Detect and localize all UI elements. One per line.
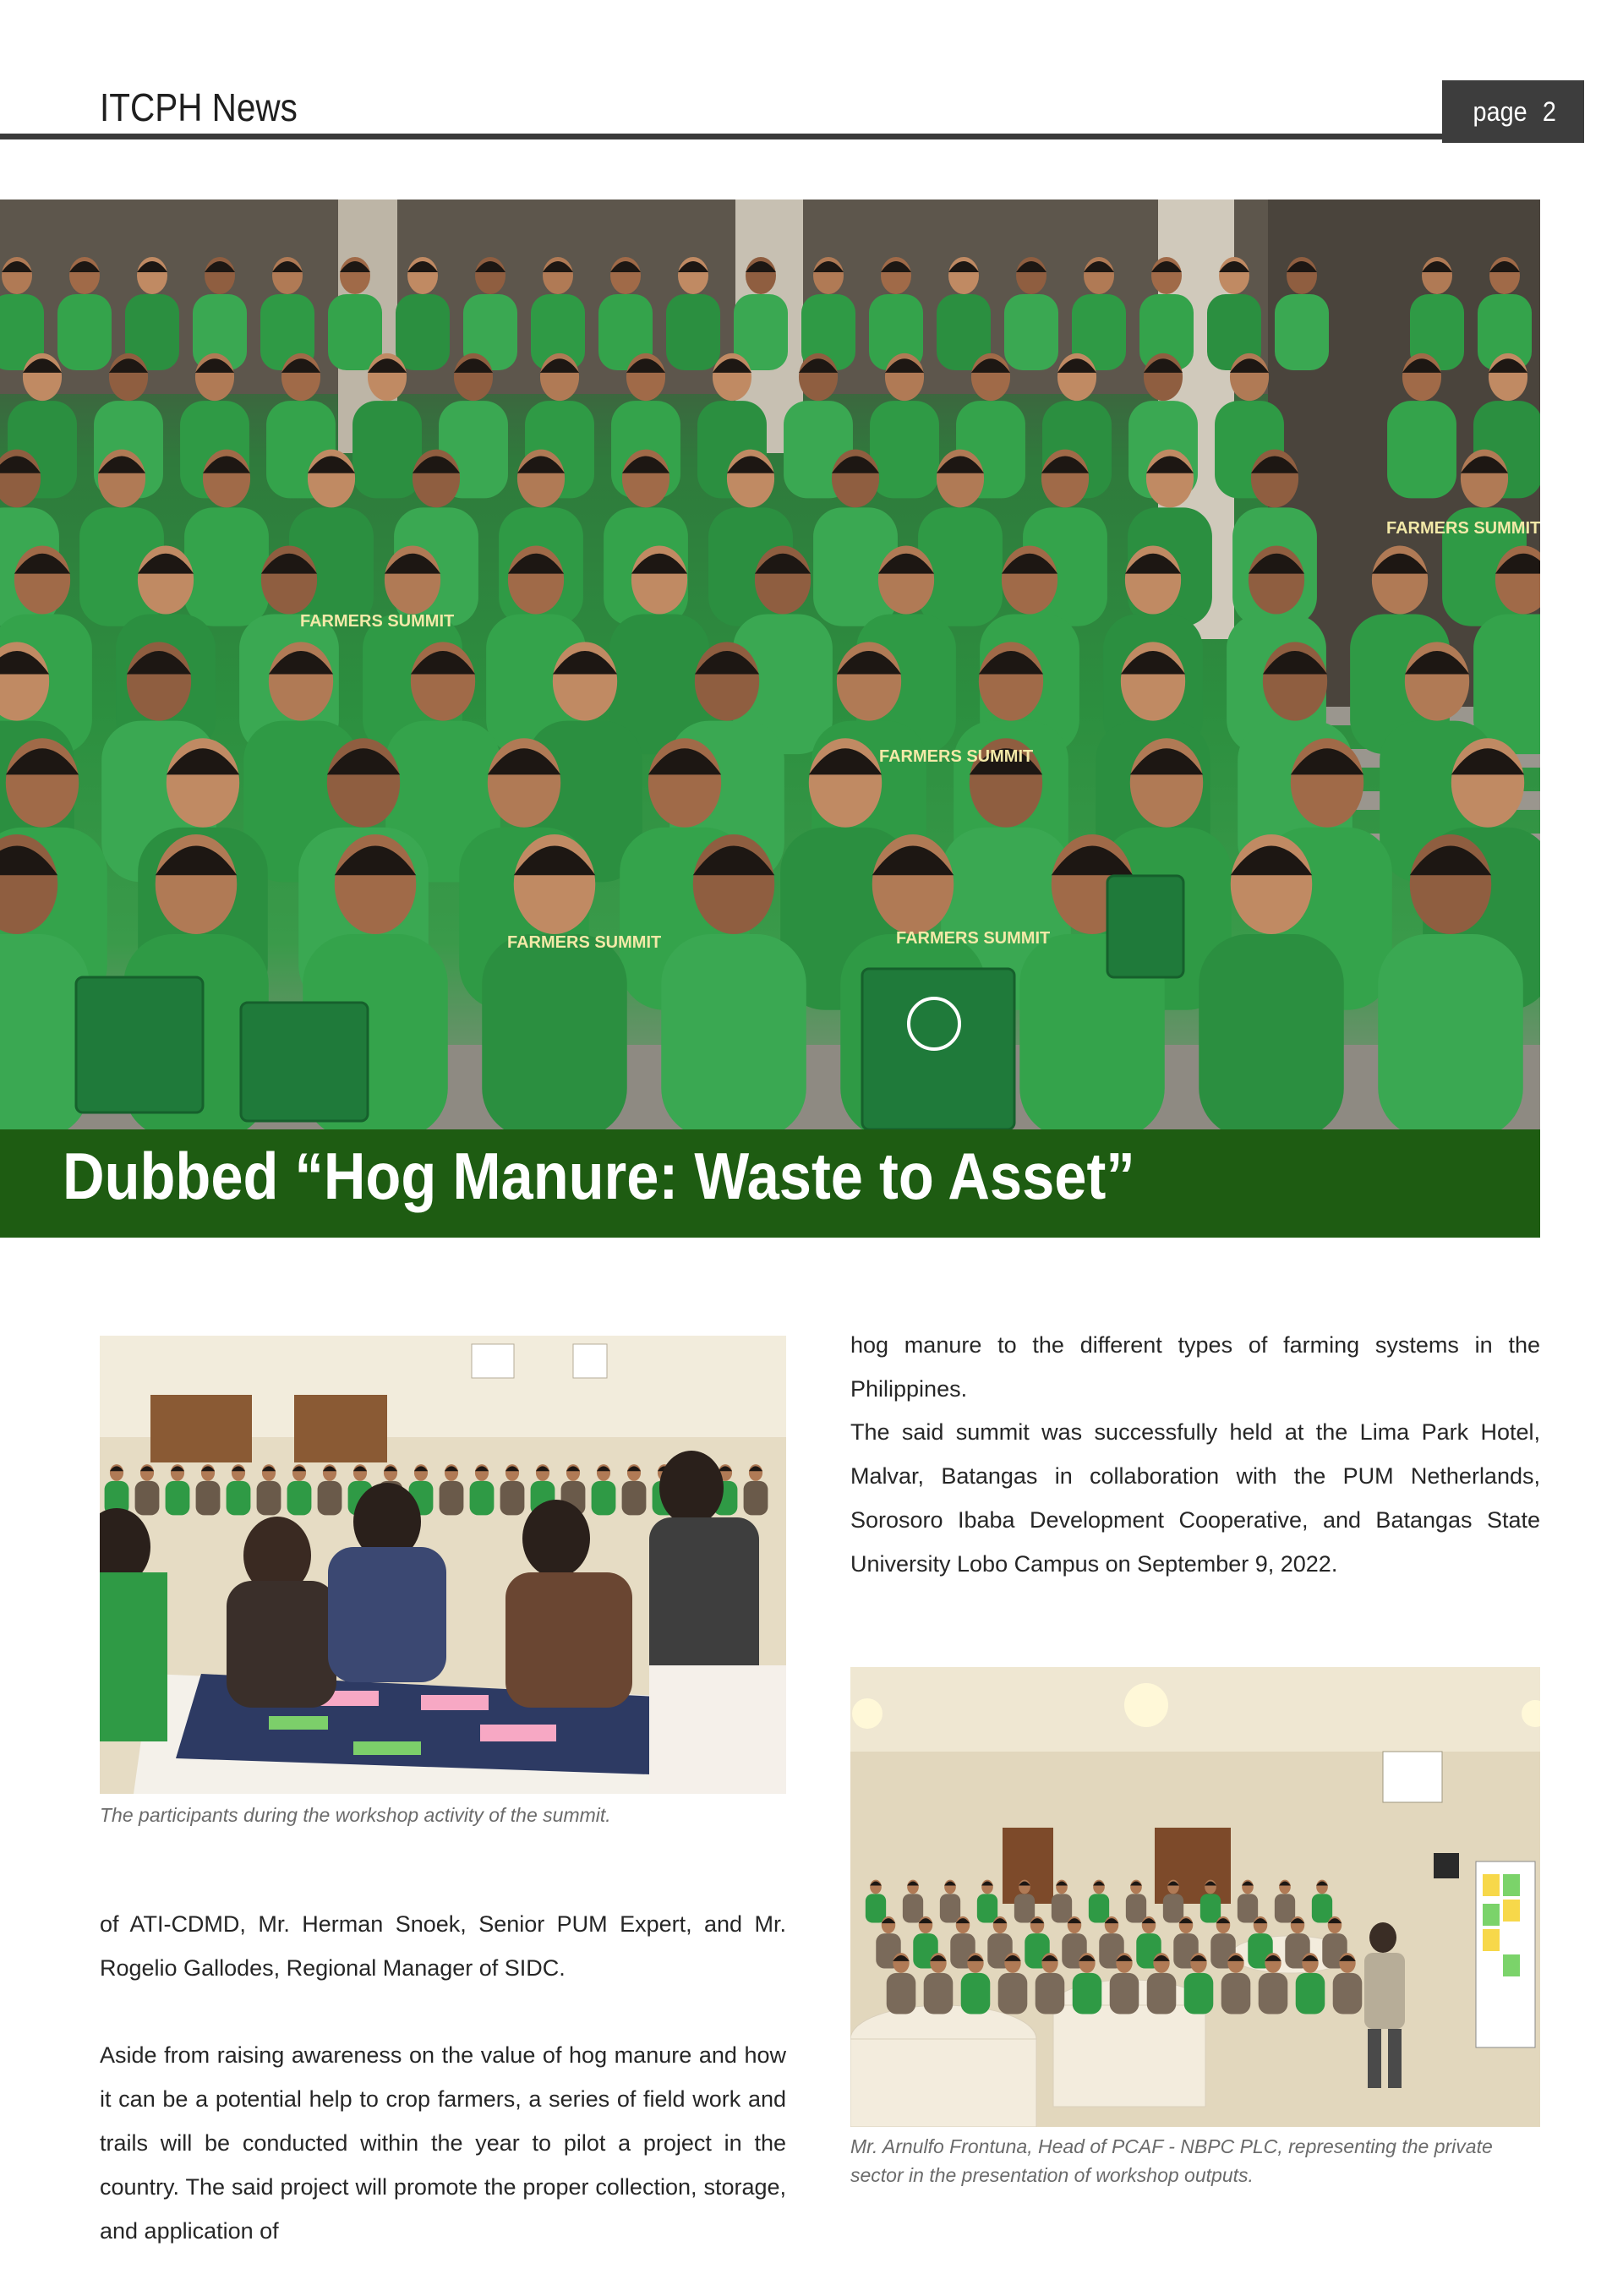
header-rule <box>0 134 1442 139</box>
left-paragraph-1: of ATI-CDMD, Mr. Herman Snoek, Senior PUM Expert, and Mr. Rogelio Gallodes, Regional Manager of SIDC. <box>100 1911 786 1981</box>
group-photo-illustration <box>0 200 1540 1129</box>
newsletter-title: ITCPH News <box>100 85 298 129</box>
presentation-photo-caption: Mr. Arnulfo Frontuna, Head of PCAF - NBPC PLC, representing the private sector in the presentation of workshop outputs. <box>850 2135 1493 2186</box>
shirt-text: FARMERS SUMMIT <box>879 747 1034 766</box>
page-label: page <box>1473 96 1527 127</box>
page-number-box <box>1442 80 1584 143</box>
right-paragraph-1: hog manure to the different types of farming systems in the Philippines. <box>850 1332 1540 1402</box>
left-paragraph-2: Aside from raising awareness on the value of hog manure and how it can be a potential help to crop farmers, a series of field work and trails will be conducted within the year to pilot a project in the country. The said project will promote the proper collection, storage, and application of <box>100 2042 786 2244</box>
shirt-text: FARMERS SUMMIT <box>507 933 662 952</box>
headline: Dubbed “Hog Manure: Waste to Asset” <box>63 1139 1135 1213</box>
workshop-photo-illustration <box>100 1336 786 1794</box>
right-paragraph-2: The said summit was successfully held at the Lima Park Hotel, Malvar, Batangas in collaboration with the PUM Netherlands, Sorosoro Ibaba Development Cooperative, and Batangas State University Lobo Campus on September 9, 2022. <box>850 1419 1540 1577</box>
page-number: 2 <box>1542 96 1556 127</box>
workshop-photo <box>100 1336 786 1794</box>
shirt-text: FARMERS SUMMIT <box>896 929 1051 948</box>
shirt-text: FARMERS SUMMIT <box>1386 519 1540 538</box>
workshop-photo-caption: The participants during the workshop activity of the summit. <box>100 1804 611 1826</box>
presentation-photo-illustration <box>850 1667 1540 2127</box>
presentation-photo <box>850 1667 1540 2127</box>
shirt-text: FARMERS SUMMIT <box>300 612 455 631</box>
group-photo <box>0 200 1540 1129</box>
